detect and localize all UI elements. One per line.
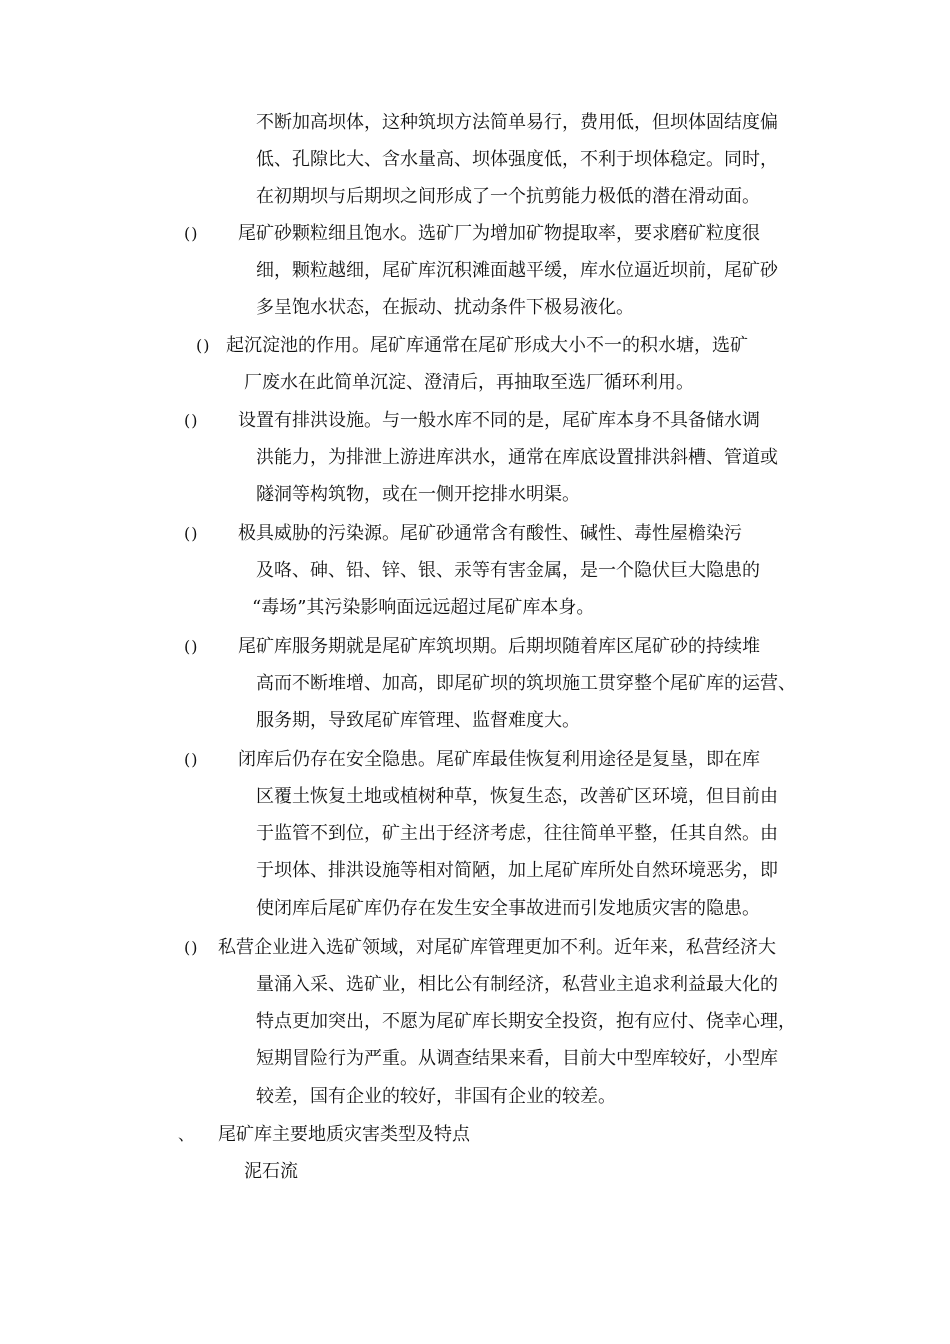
item-line: 于监管不到位，矿主出于经济考虑，往往简单平整，任其自然。由 bbox=[256, 823, 778, 844]
section-marker: 、 bbox=[178, 1125, 196, 1144]
item-line: 高而不断堆增、加高，即尾矿坝的筑坝施工贯穿整个尾矿库的运营、 bbox=[256, 673, 796, 694]
item-line: 服务期，导致尾矿库管理、监督难度大。 bbox=[256, 710, 580, 731]
intro-line: 在初期坝与后期坝之间形成了一个抗剪能力极低的潜在滑动面。 bbox=[256, 186, 760, 207]
item-line: 私营企业进入选矿领域，对尾矿库管理更加不利。近年来，私营经济大 bbox=[218, 937, 776, 958]
section-title: 尾矿库主要地质灾害类型及特点 bbox=[218, 1124, 470, 1145]
item-line: 尾矿砂颗粒细且饱水。选矿厂为增加矿物提取率，要求磨矿粒度很 bbox=[238, 223, 760, 244]
list-marker: () bbox=[184, 524, 199, 543]
item-line: 量涌入采、选矿业，相比公有制经济，私营业主追求利益最大化的 bbox=[256, 974, 778, 995]
intro-line: 不断加高坝体，这种筑坝方法简单易行，费用低，但坝体固结度偏 bbox=[256, 112, 778, 133]
item-line: 隧洞等构筑物，或在一侧开挖排水明渠。 bbox=[256, 484, 580, 505]
item-line: 闭库后仍存在安全隐患。尾矿库最佳恢复利用途径是复垦，即在库 bbox=[238, 749, 760, 770]
list-marker: () bbox=[184, 224, 199, 243]
list-marker: () bbox=[184, 938, 199, 957]
item-line: 洪能力，为排泄上游进库洪水，通常在库底设置排洪斜槽、管道或 bbox=[256, 447, 778, 468]
intro-line: 低、孔隙比大、含水量高、坝体强度低，不利于坝体稳定。同时， bbox=[256, 149, 778, 170]
item-line: “毒场”其污染影响面远远超过尾矿库本身。 bbox=[252, 597, 595, 618]
item-line: 特点更加突出，不愿为尾矿库长期安全投资，抱有应付、侥幸心理， bbox=[256, 1011, 796, 1032]
item-line: 短期冒险行为严重。从调查结果来看，目前大中型库较好，小型库 bbox=[256, 1048, 778, 1069]
item-line: 厂废水在此简单沉淀、澄清后，再抽取至选厂循环利用。 bbox=[244, 372, 694, 393]
item-line: 设置有排洪设施。与一般水库不同的是，尾矿库本身不具备储水调 bbox=[238, 410, 760, 431]
item-line: 使闭库后尾矿库仍存在发生安全事故进而引发地质灾害的隐患。 bbox=[256, 898, 760, 919]
item-line: 及咯、砷、铅、锌、银、汞等有害金属，是一个隐伏巨大隐患的 bbox=[256, 560, 760, 581]
item-line: 较差，国有企业的较好，非国有企业的较差。 bbox=[256, 1086, 616, 1107]
list-marker: () bbox=[184, 750, 199, 769]
item-line: 区覆土恢复土地或植树种草，恢复生态，改善矿区环境，但目前由 bbox=[256, 786, 778, 807]
subsection-title: 泥石流 bbox=[244, 1161, 298, 1182]
item-line: 多呈饱水状态，在振动、扰动条件下极易液化。 bbox=[256, 297, 634, 318]
item-line: 起沉淀池的作用。尾矿库通常在尾矿形成大小不一的积水塘，选矿 bbox=[226, 335, 748, 356]
list-marker: () bbox=[184, 411, 199, 430]
item-line: 细，颗粒越细，尾矿库沉积滩面越平缓，库水位逼近坝前，尾矿砂 bbox=[256, 260, 778, 281]
item-line: 极具威胁的污染源。尾矿砂通常含有酸性、碱性、毒性屋檐染污 bbox=[238, 523, 742, 544]
list-marker: () bbox=[196, 336, 211, 355]
item-line: 尾矿库服务期就是尾矿库筑坝期。后期坝随着库区尾矿砂的持续堆 bbox=[238, 636, 760, 657]
item-line: 于坝体、排洪设施等相对简陋，加上尾矿库所处自然环境恶劣，即 bbox=[256, 860, 778, 881]
list-marker: () bbox=[184, 637, 199, 656]
